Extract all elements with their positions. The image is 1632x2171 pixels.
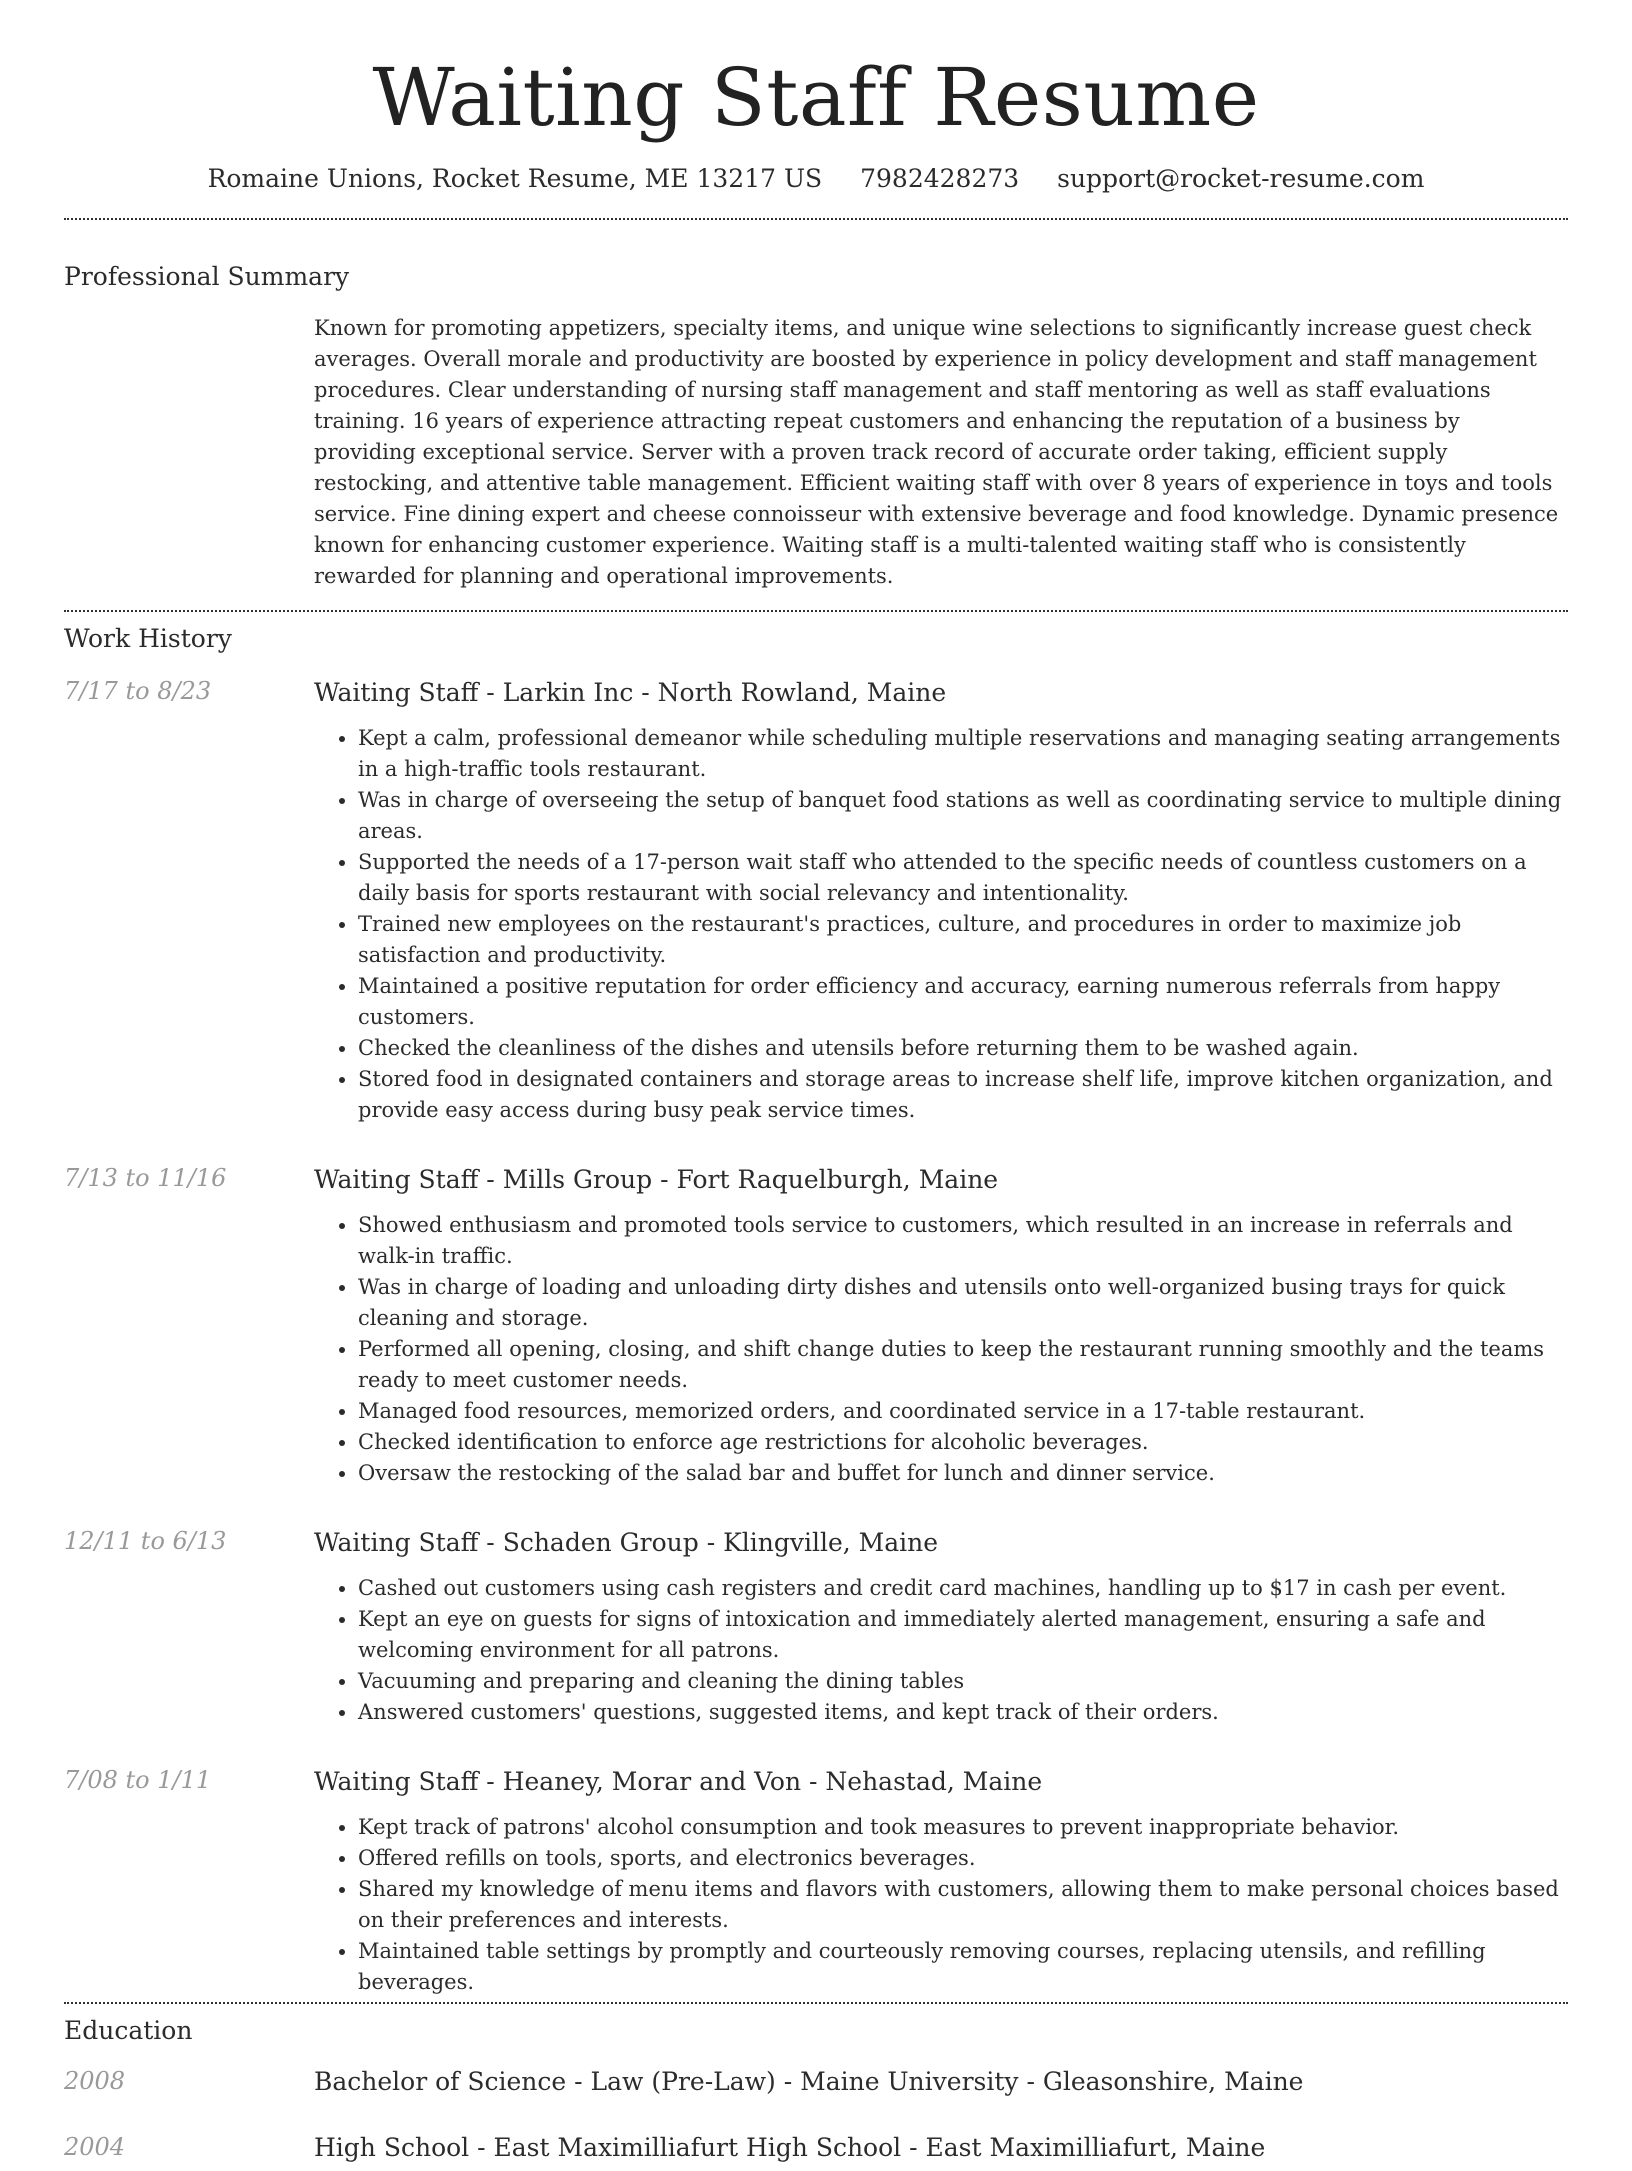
job-bullet-list (314, 723, 1568, 1126)
job-bullet-list (314, 1210, 1568, 1489)
job-bullet-list (314, 1812, 1568, 1998)
job-entry (64, 677, 1568, 1126)
education-date: 2008 (64, 2067, 126, 2095)
education-list (64, 2067, 1568, 2171)
job-bullet: • Maintained table settings by promptly and courteously removing courses, replacing utensils, and refilling beverages. (358, 1936, 1568, 1998)
education-date: 2004 (64, 2133, 126, 2161)
work-history-list (64, 677, 1568, 1998)
resume-title: Waiting Staff Resume (372, 51, 1260, 144)
contact-phone: 7982428273 (860, 164, 1020, 193)
resume-page (64, 0, 1568, 2171)
job-bullet: • Managed food resources, memorized orders, and coordinated service in a 17-table restaurant. (358, 1396, 1568, 1427)
job-bullet-list (314, 1573, 1568, 1728)
job-bullet: • Cashed out customers using cash registers and credit card machines, handling up to $17 in cash per event. (358, 1573, 1568, 1604)
education-entry (64, 2067, 1568, 2105)
education-title: High School - East Maximilliafurt High School - East Maximilliafurt, Maine (314, 2133, 1266, 2162)
job-bullet: • Trained new employees on the restaurant's practices, culture, and procedures in order to maximize job satisfaction and productivity. (358, 909, 1568, 971)
job-bullet: • Performed all opening, closing, and shift change duties to keep the restaurant running smoothly and the teams ready to meet customer needs. (358, 1334, 1568, 1396)
job-bullet: • Was in charge of overseeing the setup of banquet food stations as well as coordinating service to multiple dining areas. (358, 785, 1568, 847)
summary-text: Known for promoting appetizers, specialty items, and unique wine selections to significantly increase guest check averages. Overall morale and productivity are boosted by experience in policy development and staff management procedures. Clear understanding of nursing staff management and staff mentoring as well as staff evaluations training. 16 years of experience attracting repeat customers and enhancing the reputation of a business by providing exceptional service. Server with a proven track record of accurate order taking, efficient supply restocking, and attentive table management. Efficient waiting staff with over 8 years of experience in toys and tools service. Fine dining expert and cheese connoisseur with extensive beverage and food knowledge. Dynamic presence known for enhancing customer experience. Waiting staff is a multi-talented waiting staff who is consistently rewarded for planning and operational improvements. (314, 316, 1559, 588)
job-bullet: • Stored food in designated containers and storage areas to increase shelf life, improve kitchen organization, and provide easy access during busy peak service times. (358, 1064, 1568, 1126)
section-title-education: Education (64, 2016, 193, 2045)
divider (64, 610, 1568, 612)
job-bullet: • Supported the needs of a 17-person wait staff who attended to the specific needs of countless customers on a daily basis for sports restaurant with social relevancy and intentionality. (358, 847, 1568, 909)
section-title-work-history: Work History (64, 624, 232, 653)
education-title: Bachelor of Science - Law (Pre-Law) - Maine University - Gleasonshire, Maine (314, 2067, 1304, 2096)
job-bullet: • Checked identification to enforce age restrictions for alcoholic beverages. (358, 1427, 1568, 1458)
job-bullet: • Answered customers' questions, suggested items, and kept track of their orders. (358, 1697, 1568, 1728)
job-date: 7/17 to 8/23 (64, 677, 212, 705)
job-entry (64, 1164, 1568, 1489)
job-title: Waiting Staff - Heaney, Morar and Von - Nehastad, Maine (314, 1767, 1043, 1796)
divider (64, 218, 1568, 220)
job-entry (64, 1527, 1568, 1728)
job-date: 12/11 to 6/13 (64, 1527, 227, 1555)
job-bullet: • Oversaw the restocking of the salad bar and buffet for lunch and dinner service. (358, 1458, 1568, 1489)
job-bullet: • Checked the cleanliness of the dishes and utensils before returning them to be washed again. (358, 1033, 1568, 1064)
job-bullet: • Vacuuming and preparing and cleaning the dining tables (358, 1666, 1568, 1697)
job-date: 7/08 to 1/11 (64, 1766, 212, 1794)
divider (64, 2002, 1568, 2004)
job-bullet: • Showed enthusiasm and promoted tools service to customers, which resulted in an increase in referrals and walk-in traffic. (358, 1210, 1568, 1272)
contact-line (64, 164, 1568, 204)
job-bullet: • Maintained a positive reputation for order efficiency and accuracy, earning numerous referrals from happy customers. (358, 971, 1568, 1033)
job-bullet: • Shared my knowledge of menu items and flavors with customers, allowing them to make personal choices based on their preferences and interests. (358, 1874, 1568, 1936)
job-title: Waiting Staff - Schaden Group - Klingville, Maine (314, 1528, 939, 1557)
job-bullet: • Kept track of patrons' alcohol consumption and took measures to prevent inappropriate behavior. (358, 1812, 1568, 1843)
job-bullet: • Kept a calm, professional demeanor while scheduling multiple reservations and managing seating arrangements in a high-traffic tools restaurant. (358, 723, 1568, 785)
job-bullet: • Was in charge of loading and unloading dirty dishes and utensils onto well-organized busing trays for quick cleaning and storage. (358, 1272, 1568, 1334)
contact-address: Romaine Unions, Rocket Resume, ME 13217 US (207, 164, 823, 193)
job-bullet: • Kept an eye on guests for signs of intoxication and immediately alerted management, ensuring a safe and welcoming environment for all patrons. (358, 1604, 1568, 1666)
job-entry (64, 1766, 1568, 1998)
job-bullet: • Offered refills on tools, sports, and electronics beverages. (358, 1843, 1568, 1874)
contact-email: support@rocket-resume.com (1057, 164, 1425, 193)
section-title-summary: Professional Summary (64, 262, 350, 291)
education-entry (64, 2133, 1568, 2171)
job-date: 7/13 to 11/16 (64, 1164, 227, 1192)
job-title: Waiting Staff - Larkin Inc - North Rowland, Maine (314, 678, 947, 707)
job-title: Waiting Staff - Mills Group - Fort Raquelburgh, Maine (314, 1165, 999, 1194)
